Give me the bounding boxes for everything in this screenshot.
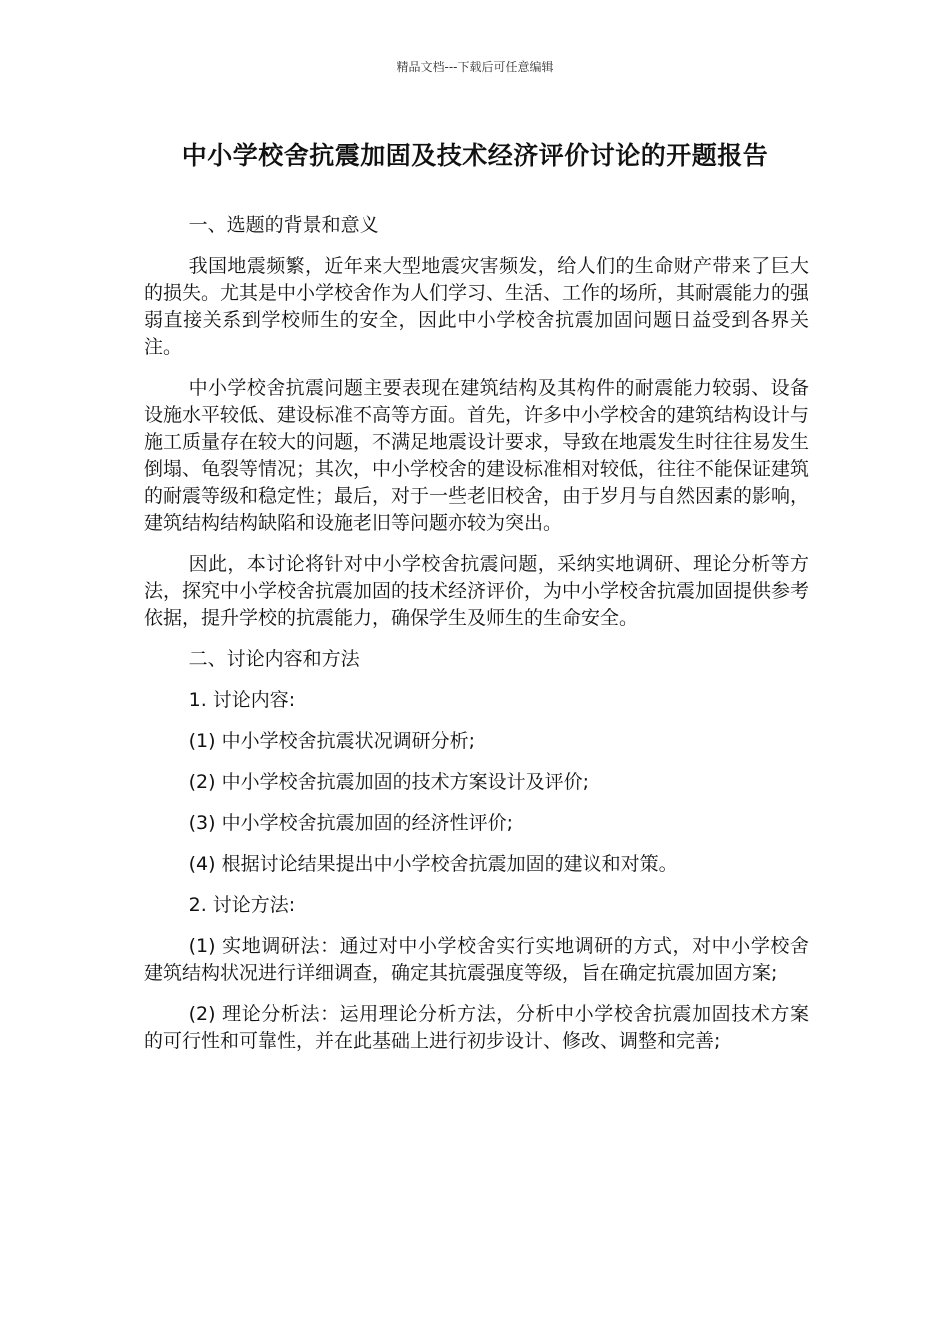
subheading-method: 2. 讨论方法: xyxy=(188,894,296,916)
method-item: (2) 理论分析法：运用理论分析方法，分析中小学校舍抗震加固技术方案的可行性和可靠性，并在此基础上进行初步设计、修改、调整和完善; xyxy=(144,1003,809,1052)
section-heading-background: 一、选题的背景和意义 xyxy=(188,214,379,236)
content-item: (4) 根据讨论结果提出中小学校舍抗震加固的建议和对策。 xyxy=(188,853,678,875)
section-heading-content-method: 二、讨论内容和方法 xyxy=(188,648,360,670)
method-item: (1) 实地调研法：通过对中小学校舍实行实地调研的方式，对中小学校舍建筑结构状况进行详细调查，确定其抗震强度等级，旨在确定抗震加固方案; xyxy=(144,935,809,984)
header-note: 精品文档---下载后可任意编辑 xyxy=(396,60,554,74)
document-title: 中小学校舍抗震加固及技术经济评价讨论的开题报告 xyxy=(181,141,769,170)
content-item: (3) 中小学校舍抗震加固的经济性评价; xyxy=(188,812,513,834)
content-item: (1) 中小学校舍抗震状况调研分析; xyxy=(188,730,475,752)
paragraph-background-2: 中小学校舍抗震问题主要表现在建筑结构及其构件的耐震能力较弱、设备设施水平较低、建设标准不高等方面。首先，许多中小学校舍的建筑结构设计与施工质量存在较大的问题，不满足地震设计要求，导致在地震发生时往往易发生倒塌、龟裂等情况；其次，中小学校舍的建设标准相对较低，往往不能保证建筑的耐震等级和稳定性；最后，对于一些老旧校舍，由于岁月与自然因素的影响，建筑结构结构缺陷和设施老旧等问题亦较为突出。 xyxy=(144,377,810,534)
content-item: (2) 中小学校舍抗震加固的技术方案设计及评价; xyxy=(188,771,589,793)
paragraph-background-3: 因此，本讨论将针对中小学校舍抗震问题，采纳实地调研、理论分析等方法，探究中小学校舍抗震加固的技术经济评价，为中小学校舍抗震加固提供参考依据，提升学校的抗震能力，确保学生及师生的生命安全。 xyxy=(144,553,810,629)
document-body xyxy=(144,212,809,1069)
subheading-content: 1. 讨论内容: xyxy=(188,689,296,711)
paragraph-background-1: 我国地震频繁，近年来大型地震灾害频发，给人们的生命财产带来了巨大的损失。尤其是中小学校舍作为人们学习、生活、工作的场所，其耐震能力的强弱直接关系到学校师生的安全，因此中小学校舍抗震加固问题日益受到各界关注。 xyxy=(144,255,810,358)
